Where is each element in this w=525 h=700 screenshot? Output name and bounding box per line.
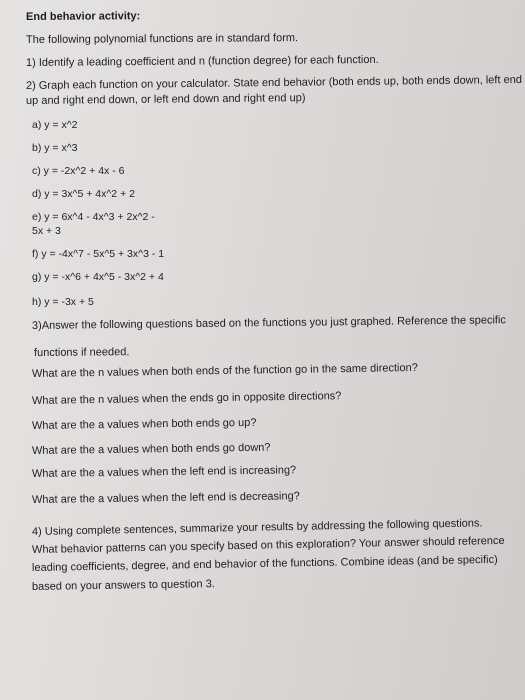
function-g: g) y = -x^6 + 4x^5 - 3x^2 + 4 [32,271,164,283]
function-h: h) y = -3x + 5 [32,296,94,308]
step-1-instruction: 1) Identify a leading coefficient and n (function degree) for each function. [25,53,379,69]
function-a: a) y = x^2 [32,119,78,131]
question-6: What are the a values when the left end is decreasing? [31,490,300,506]
function-e-line-2: 5x + 3 [32,225,61,237]
step-4-instruction-line-3: leading coefficients, degree, and end behavior of the functions. Combine ideas (and be specific) [31,553,498,574]
function-e-line-1: e) y = 6x^4 - 4x^3 + 2x^2 - [32,211,155,223]
step-3-instruction-line-2: functions if needed. [33,346,130,359]
question-4: What are the a values when both ends go down? [31,441,271,457]
question-1: What are the n values when both ends of the function go in the same direction? [31,361,418,380]
step-4-instruction-line-2: What behavior patterns can you specify based on this exploration? Your answer should reference [31,534,505,556]
function-b: b) y = x^3 [32,142,78,154]
step-3-instruction-line-1: 3)Answer the following questions based on the functions you just graphed. Reference the specific [31,314,506,332]
function-f: f) y = -4x^7 - 5x^5 + 3x^3 - 1 [32,248,165,260]
step-2-instruction-line-1: 2) Graph each function on your calculator. State end behavior (both ends up, both ends down, left end [25,73,522,92]
question-5: What are the a values when the left end is increasing? [31,464,297,480]
intro-text: The following polynomial functions are in standard form. [25,32,299,46]
function-d: d) y = 3x^5 + 4x^2 + 2 [32,188,135,200]
worksheet-title: End behavior activity: [25,10,141,23]
question-2: What are the n values when the ends go in opposite directions? [31,390,342,407]
step-4-instruction-line-4: based on your answers to question 3. [31,578,215,593]
step-2-instruction-line-2: up and right end down, or left end down and right end up) [25,92,306,107]
question-3: What are the a values when both ends go up? [31,416,257,432]
function-c: c) y = -2x^2 + 4x - 6 [32,165,125,177]
step-4-instruction-line-1: 4) Using complete sentences, summarize your results by addressing the following questions. [31,517,483,538]
